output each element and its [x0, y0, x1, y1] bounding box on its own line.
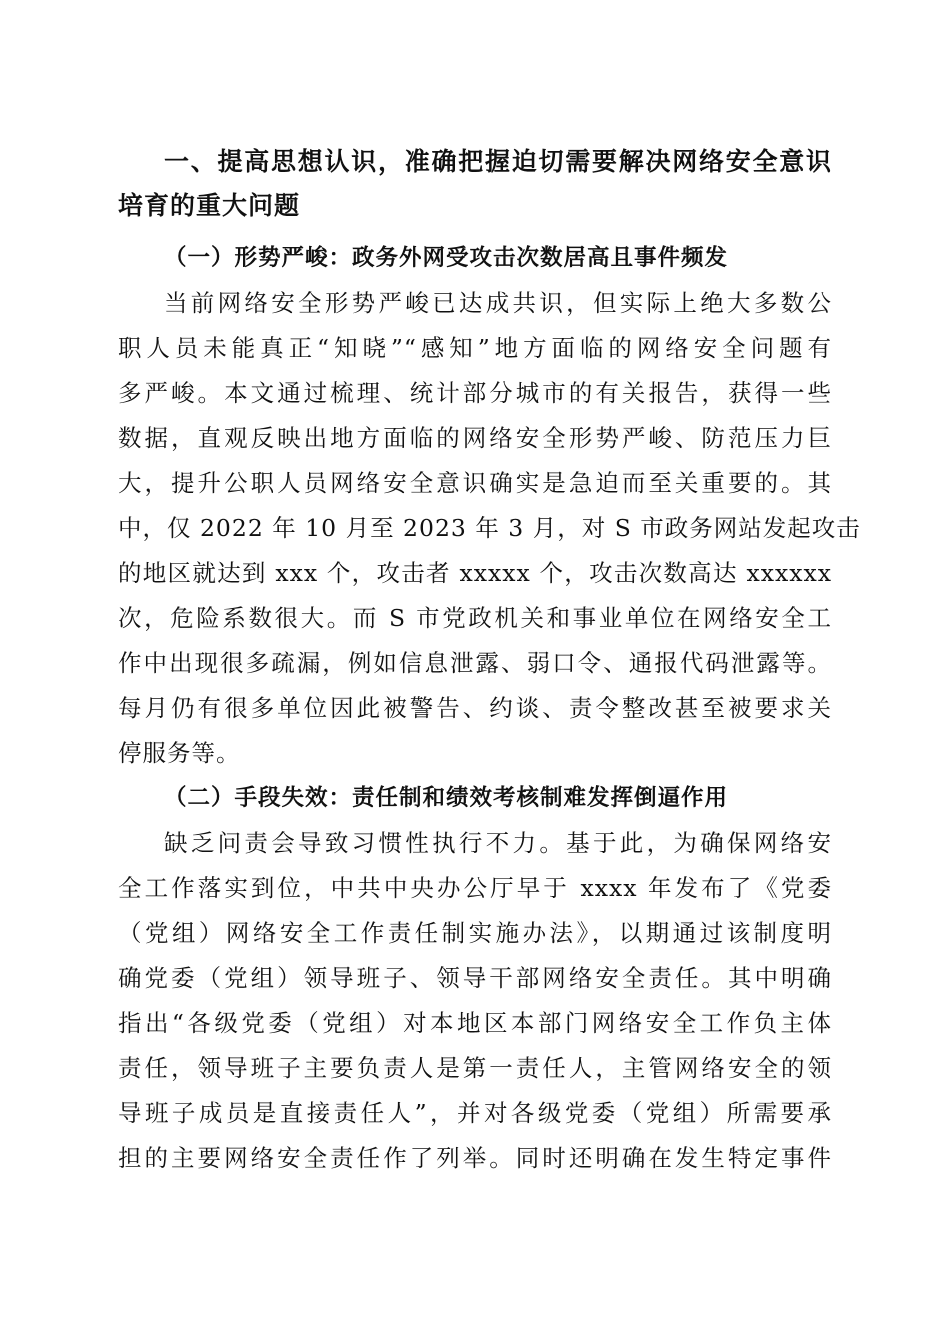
- paragraph-line: 每月仍有很多单位因此被警告、约谈、责令整改甚至被要求关: [118, 694, 832, 722]
- paragraph-line: 担的主要网络安全责任作了列举。同时还明确在发生特定事件: [118, 1144, 832, 1172]
- paragraph-line: 中，仅 2022 年 10 月至 2023 年 3 月，对 S 市政务网站发起攻击: [118, 514, 861, 542]
- paragraph-line: 导班子成员是直接责任人”，并对各级党委（党组）所需要承: [118, 1099, 832, 1127]
- heading-line-2: 培育的重大问题: [118, 191, 301, 220]
- paragraph-line: 全工作落实到位，中共中央办公厅早于 xxxx 年发布了《党委: [118, 874, 832, 902]
- paragraph-line: 缺乏问责会导致习惯性执行不力。基于此，为确保网络安: [164, 829, 832, 857]
- paragraph-line: 职人员未能真正“知晓”“感知”地方面临的网络安全问题有: [118, 334, 832, 362]
- paragraph-line: 次，危险系数很大。而 S 市党政机关和事业单位在网络安全工: [118, 604, 832, 632]
- paragraph-line: 确党委（党组）领导班子、领导干部网络安全责任。其中明确: [118, 964, 832, 992]
- paragraph-line: （党组）网络安全工作责任制实施办法》，以期通过该制度明: [118, 919, 832, 947]
- paragraph-line: 数据，直观反映出地方面临的网络安全形势严峻、防范压力巨: [118, 424, 832, 452]
- section-title-1: （一）形势严峻：政务外网受攻击次数居高且事件频发: [164, 245, 729, 271]
- paragraph-line: 多严峻。本文通过梳理、统计部分城市的有关报告，获得一些: [118, 379, 832, 407]
- paragraph-line: 当前网络安全形势严峻已达成共识，但实际上绝大多数公: [164, 289, 832, 317]
- heading-line-1: 一、提高思想认识，准确把握迫切需要解决网络安全意识: [164, 147, 832, 176]
- paragraph-line: 责任，领导班子主要负责人是第一责任人，主管网络安全的领: [118, 1054, 832, 1082]
- paragraph-line: 指出“各级党委（党组）对本地区本部门网络安全工作负主体: [118, 1009, 832, 1037]
- paragraph-line: 的地区就达到 xxx 个，攻击者 xxxxx 个，攻击次数高达 xxxxxx: [118, 559, 832, 587]
- section-title-2: （二）手段失效：责任制和绩效考核制难发挥倒逼作用: [164, 785, 729, 811]
- paragraph-line: 作中出现很多疏漏，例如信息泄露、弱口令、通报代码泄露等。: [118, 649, 832, 677]
- paragraph-line: 大，提升公职人员网络安全意识确实是急迫而至关重要的。其: [118, 469, 832, 497]
- paragraph-line: 停服务等。: [118, 739, 241, 767]
